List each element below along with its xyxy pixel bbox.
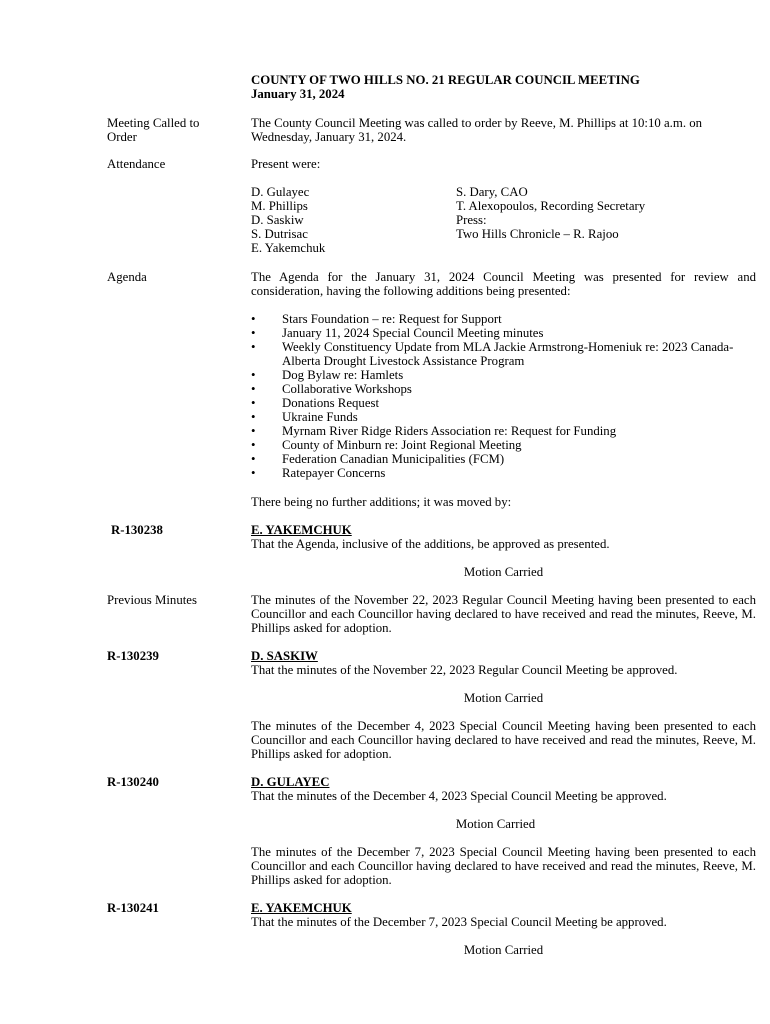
bullet-icon: • bbox=[251, 410, 256, 424]
attendance-label: Attendance bbox=[107, 157, 166, 171]
list-item: • Collaborative Workshops bbox=[251, 382, 412, 396]
motion-number: R-130241 bbox=[107, 901, 159, 915]
document-title: COUNTY OF TWO HILLS NO. 21 REGULAR COUNCIL MEETING bbox=[251, 73, 640, 87]
councillor-name: E. Yakemchuk bbox=[251, 241, 326, 255]
bullet-icon: • bbox=[251, 340, 256, 354]
councillor-name: D. Saskiw bbox=[251, 213, 304, 227]
motion-result: Motion Carried bbox=[463, 565, 544, 579]
motion-text: That the Agenda, inclusive of the additions, be approved as presented. bbox=[251, 537, 610, 551]
list-item: • Dog Bylaw re: Hamlets bbox=[251, 368, 404, 382]
staff-name: T. Alexopoulos, Recording Secretary bbox=[456, 199, 646, 213]
bullet-icon: • bbox=[251, 312, 256, 326]
councillor-name: M. Phillips bbox=[251, 199, 308, 213]
agenda-text: The Agenda for the January 31, 2024 Council Meeting was presented for review and consideration, having the following additions being presented: bbox=[251, 270, 756, 298]
bullet-icon: • bbox=[251, 326, 256, 340]
previous-minutes-label: Previous Minutes bbox=[107, 593, 197, 607]
bullet-icon: • bbox=[251, 452, 256, 466]
previous-minutes-paragraph: The minutes of the December 7, 2023 Special Council Meeting having been presented to each Councillor and each Councillor having declared to have received and read the minutes, Reeve, M. Phillips asked for adoption. bbox=[251, 845, 756, 887]
agenda-closing: There being no further additions; it was moved by: bbox=[251, 495, 512, 509]
meeting-date: January 31, 2024 bbox=[251, 87, 345, 101]
list-item: • County of Minburn re: Joint Regional Meeting bbox=[251, 438, 522, 452]
agenda-label: Agenda bbox=[107, 270, 147, 284]
agenda-additions-list bbox=[251, 312, 756, 480]
bullet-icon: • bbox=[251, 424, 256, 438]
list-item: • Weekly Constituency Update from MLA Jackie Armstrong-Homeniuk re: 2023 Canada-Alberta Drought Livestock Assistance Program bbox=[251, 340, 734, 368]
call-to-order-label: Meeting Called to Order bbox=[107, 116, 200, 144]
motion-mover: D. SASKIW bbox=[251, 649, 318, 663]
list-item: • Ukraine Funds bbox=[251, 410, 358, 424]
motion-result: Motion Carried bbox=[463, 943, 544, 957]
councillor-name: D. Gulayec bbox=[251, 185, 310, 199]
motion-text: That the minutes of the November 22, 2023 Regular Council Meeting be approved. bbox=[251, 663, 678, 677]
staff-name: Press: bbox=[456, 213, 487, 227]
list-item: • Federation Canadian Municipalities (FCM) bbox=[251, 452, 505, 466]
list-item: • Stars Foundation – re: Request for Support bbox=[251, 312, 502, 326]
previous-minutes-paragraph: The minutes of the November 22, 2023 Regular Council Meeting having been presented to each Councillor and each Councillor having declared to have received and read the minutes, Reeve, M. Phillips asked for adoption. bbox=[251, 593, 756, 635]
motion-text: That the minutes of the December 7, 2023 Special Council Meeting be approved. bbox=[251, 915, 667, 929]
attendance-intro: Present were: bbox=[251, 157, 321, 171]
staff-name: Two Hills Chronicle – R. Rajoo bbox=[456, 227, 619, 241]
motion-mover: E. YAKEMCHUK bbox=[251, 901, 352, 915]
call-to-order-text: The County Council Meeting was called to order by Reeve, M. Phillips at 10:10 a.m. on Wednesday, January 31, 2024. bbox=[251, 116, 703, 144]
previous-minutes-paragraph: The minutes of the December 4, 2023 Special Council Meeting having been presented to each Councillor and each Councillor having declared to have received and read the minutes, Reeve, M. Phillips asked for adoption. bbox=[251, 719, 756, 761]
motion-result: Motion Carried bbox=[463, 691, 544, 705]
councillor-list bbox=[251, 185, 325, 255]
bullet-icon: • bbox=[251, 466, 256, 480]
bullet-icon: • bbox=[251, 382, 256, 396]
list-item: • January 11, 2024 Special Council Meeting minutes bbox=[251, 326, 544, 340]
councillor-name: S. Dutrisac bbox=[251, 227, 308, 241]
motion-mover: E. YAKEMCHUK bbox=[251, 523, 352, 537]
staff-name: S. Dary, CAO bbox=[456, 185, 528, 199]
list-item: • Myrnam River Ridge Riders Association re: Request for Funding bbox=[251, 424, 617, 438]
bullet-icon: • bbox=[251, 368, 256, 382]
motion-number: R-130240 bbox=[107, 775, 159, 789]
bullet-icon: • bbox=[251, 396, 256, 410]
bullet-icon: • bbox=[251, 438, 256, 452]
motion-result: Motion Carried bbox=[455, 817, 536, 831]
motion-mover: D. GULAYEC bbox=[251, 775, 330, 789]
staff-list bbox=[456, 185, 645, 241]
motion-number: R-130239 bbox=[107, 649, 159, 663]
list-item: • Ratepayer Concerns bbox=[251, 466, 386, 480]
motion-number: R-130238 bbox=[111, 523, 163, 537]
list-item: • Donations Request bbox=[251, 396, 380, 410]
motion-text: That the minutes of the December 4, 2023 Special Council Meeting be approved. bbox=[251, 789, 667, 803]
